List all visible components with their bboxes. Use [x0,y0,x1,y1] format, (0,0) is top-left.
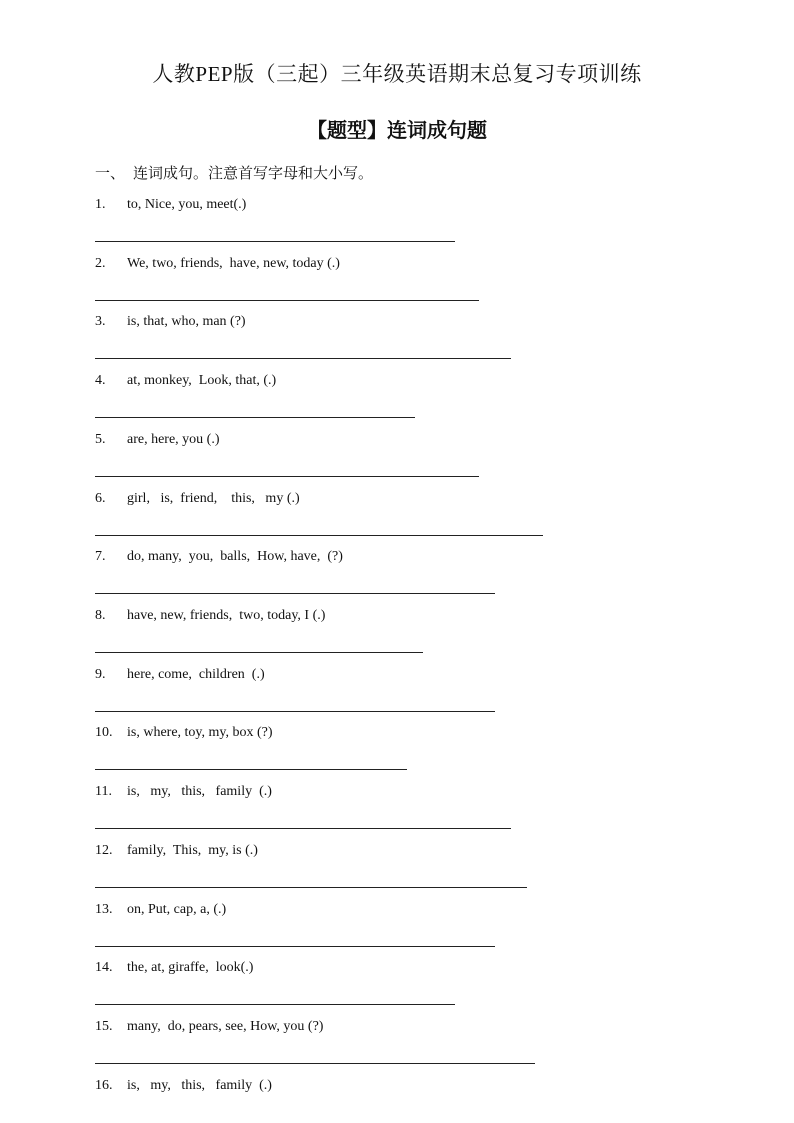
question-number: 16. [95,1078,113,1093]
question-item [95,549,343,565]
answer-line[interactable] [95,887,527,888]
question-words: is, where, toy, my, box (?) [127,725,273,740]
question-words: on, Put, cap, a, (.) [127,902,227,917]
answer-line[interactable] [95,593,495,594]
question-words: are, here, you (.) [127,432,220,447]
question-number: 6. [95,491,106,506]
question-number: 12. [95,843,113,858]
question-words: at, monkey, Look, that, (.) [127,373,277,388]
question-item [95,1078,272,1094]
question-item [95,491,300,507]
question-number: 11. [95,784,112,799]
answer-line[interactable] [95,828,511,829]
question-words: to, Nice, you, meet(.) [127,197,247,212]
question-words: We, two, friends, have, new, today (.) [127,256,340,271]
question-number: 4. [95,373,106,388]
section-number: 一、 [95,166,126,182]
question-item [95,843,258,859]
answer-line[interactable] [95,476,479,477]
question-item [95,960,253,976]
answer-line[interactable] [95,1004,455,1005]
answer-line[interactable] [95,535,543,536]
question-words: have, new, friends, two, today, I (.) [127,608,326,623]
question-number: 15. [95,1019,113,1034]
answer-line[interactable] [95,1063,535,1064]
question-number: 2. [95,256,106,271]
question-number: 8. [95,608,106,623]
question-item [95,197,246,213]
answer-line[interactable] [95,711,495,712]
question-item [95,432,220,448]
question-item [95,667,265,683]
section-heading [95,162,373,183]
answer-line[interactable] [95,652,423,653]
answer-line[interactable] [95,241,455,242]
question-number: 14. [95,960,113,975]
answer-line[interactable] [95,946,495,947]
answer-line[interactable] [95,769,407,770]
question-item [95,373,276,389]
question-item [95,725,273,741]
question-number: 13. [95,902,113,917]
page-title: 人教PEP版（三起）三年级英语期末总复习专项训练 [152,62,642,86]
section-instruction: 连词成句。注意首写字母和大小写。 [133,166,374,182]
question-number: 3. [95,314,106,329]
question-item [95,1019,323,1035]
answer-line[interactable] [95,358,511,359]
question-words: the, at, giraffe, look(.) [127,960,254,975]
question-number: 10. [95,725,113,740]
question-words: many, do, pears, see, How, you (?) [127,1019,324,1034]
question-words: is, my, this, family (.) [127,784,272,799]
question-number: 9. [95,667,106,682]
question-words: here, come, children (.) [127,667,265,682]
answer-line[interactable] [95,300,479,301]
question-item [95,256,340,272]
question-words: do, many, you, balls, How, have, (?) [127,549,343,564]
question-item [95,902,226,918]
question-number: 7. [95,549,106,564]
question-item [95,784,272,800]
question-number: 1. [95,197,106,212]
question-words: is, my, this, family (.) [127,1078,272,1093]
question-item [95,608,325,624]
question-words: girl, is, friend, this, my (.) [127,491,300,506]
question-item [95,314,246,330]
answer-line[interactable] [95,417,415,418]
question-words: is, that, who, man (?) [127,314,246,329]
page-subtitle: 【题型】连词成句题 [307,118,487,142]
question-words: family, This, my, is (.) [127,843,258,858]
question-number: 5. [95,432,106,447]
